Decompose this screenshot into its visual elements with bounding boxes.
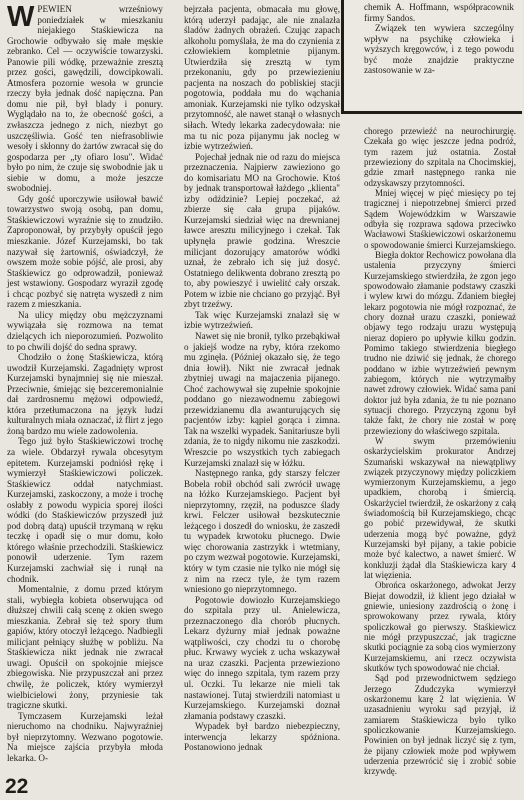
article-paragraph: Chodziło o żonę Staśkiewicza, którą uwodził Kurzejamski. Zagadnięty wprost Kurzejamski bynajmniej się nie mieszał. Przeciwnie, śmiejąc się bezceremonialnie dał zardrosnemu mężowi odpowiedź, która przetłumaczona na język ludzi kulturalnych miała oznaczać, iż flirt z jego żoną bardzo mu wiele zadowolenia. — [7, 352, 163, 436]
text-column-1 — [7, 1, 163, 763]
article-paragraph: Mniej więcej w pięć miesięcy po tej tragicznej i niepotrzebnej śmierci przed Sądem Wojewódzkim w Warszawie odbyła się rozprawa sądowa przeciwko Wacławowi Staśkiewiczowi oskarżonemu o spowodowanie śmierci Kurzejamskiego. — [364, 187, 516, 250]
text-column-2 — [184, 4, 340, 753]
text-column-3 — [364, 126, 516, 777]
article-paragraph: Momentalnie, z domu przed którym stali, wybiegła kobieta obserwująca od dłuższej chwili całą scenę z okien swego mieszkania. Zebrał się też spory tłum gapiów, który otoczył leżącego. Nadbiegli milicjant pełniący służbę w pobliżu. Na Staśkiewicza nikt jednak nie zwracał uwagi. Opuścił on spokojnie miejsce zbiegowiska. Nie przypuszczał ani przez chwilę, że policzek, który wymierzył wielbicielowi żony, przyniesie tak tragiczne skutki. — [7, 584, 163, 711]
article-paragraph: Gdy gość uporczywie usiłował bawić towarzystwo swoją osobą, pan domu, Staśkiewiczowi wyraźnie się to znudziło. Zaproponował, by przybyły opuścił jego mieszkanie. Józef Kurzejamski, bo tak nazywał się żartowniś, oświadczył, że owszem może sobie pójść, ale prosi, aby Staśkiewicz go odprowadził, ponieważ jest wstawiony. Gospodarz wyraził zgodę i chcąc pozbyć się natręta wyszedł z nim razem z mieszkania. — [7, 193, 163, 310]
article-paragraph: Pogotowie dowiozło Kurzejamskiego do szpitala przy ul. Anielewicza, przeznaczonego dla chorób płucnych. Lekarz dyżurny miał jednak poważne wątpliwości, czy chodzi tu o chorobę płuc. Krwawy wyciek z ucha wskazywał na uraz czaszki. Pacjenta przewieziono więc do innego szpitala, tym razem przy ul. Oczki. Tu lekarze nie mieli tak nastawionej. Tutaj stwierdzili natomiast u Kurzejamskiego. Kurzejamski doznał złamania podstawy czaszki. — [184, 594, 340, 721]
article-paragraph: Biegła doktor Rechowicz powołana dla ustalenia przyczyny śmierci Kurzejamskiego stwierdziła, że zgon jego spowodowało złamanie podstawy czaszki i wylew krwi do mózgu. Zdaniem biegłej lekarz pogotowia nie mógł rozpoznać, że chory doznał urazu czaszki, ponieważ objawy tego rodzaju urazu występują nieraz dopiero po upływie kilku godzin. Pomimo takiego stwierdzenia biegłego trudno nie dziwić się jednak, że chorego poddano w izbie wytrzeźwień pewnym zabiegom, których nie wytrzymałby nawet zdrowy człowiek. Widać sama pani doktor już była zdania, że tu nie poznano sytuacji chorego. Przyczyną zgonu był także fakt, że chory nie został w porę przewieziony do właściwego szpitala. — [364, 249, 516, 436]
article-paragraph: Tak więc Kurzejamski znalazł się w izbie wytrzeźwień. — [184, 309, 340, 331]
article-paragraph: Tymczasem Kurzejamski leżał nieruchomo na chodniku. Najwyraźniej był nieprzytomny. Wezwano pogotowie. Na miejsce zajścia przybyła młoda lekarka. O- — [7, 710, 163, 763]
article-paragraph: bejrzała pacjenta, obmacała mu głowę, którą uderzył padając, ale nie znalazła śladów żadnych obrażeń. Czując zapach alkoholu pomyślała, że ma do czynienia z człowiekiem kompletnie pijanym. Utwierdziła się zresztą w tym przekonaniu, gdy po przewiezieniu pacjenta na noszach do pobliskiej stacji pogotowia, poddała mu do wąchania amoniak. Kurzejamski nie tylko odzyskał przytomność, ale nawet stanął o własnych siłach. Wtedy lekarka zadecydowała: nie ma tu nic poza pijanymu jak nocleg w izbie wytrzeźwień. — [184, 4, 340, 152]
article-paragraph: Na ulicy między obu mężczyznami wywiązała się rozmowa na temat dzielących ich nieporozumień. Pozwolito to po chwili dojść do sedna sprawy. — [7, 309, 163, 352]
drop-cap: W — [7, 1, 35, 33]
boxed-sidebar-snippet — [341, 0, 522, 114]
sidebar-text — [364, 2, 514, 76]
article-paragraph: Nawet się nie bronił, tylko przebąkiwał o jakiejś wodze na ryby, która rzekomo mu zginęła. (Później okazało się, że tego dnia łowił). Nikt nie zwracał jednak zbytniej uwagi na majaczenia pijanego. Choć zachowywał się zupełnie spokojnie poddano go niezawodnemu zabiegowi przewidzianemu dla awanturujących się pacjentów izby: kąpiel gorąca i zimna. Tak na wszelki wypadek. Sanitariusze byli zdania, że to nigdy nikomu nie zaszkodzi. Wreszcie po wszystkich tych zabiegach Kurzejamski znalazł się w łóżku. — [184, 330, 340, 468]
article-paragraph: Obrońca oskarżonego, adwokat Jerzy Biejat dowodził, iż klient jego działał w gniewie, uniesiony zazdrością o żonę i sprowokowany przez rywala, który spoliczkował go pierwszy. Staśkiewicz nie mógł przypuszczać, jak tragiczne skutki pociągnie za sobą cios wymierzony Kurzejamskiemu, ani rzecz oczywista skutków tych spowodować nie chciał. — [364, 580, 516, 674]
article-paragraph: Tego już było Staśkiewiczowi trochę za wiele. Obdarzył rywala obcesytym epitetem. Kurzejamski podniósł rękę i wymierzył Staśkiewiczowi policzek. Staśkiewicz oddał natychmiast. Kurzejamski, zaskoczony, a może i trochę osłabły z powodu wypicia sporej ilości wódki (do Staśkiewiczów przyszedł już pod dobrą datą) upuścił trzymaną w ręku teczkę i opadł się o mur domu, koło którego właśnie przechodzili. Staśkiewicz ponowił uderzenie. Tym razem Kurzejamski zachwiał się i runął na chodnik. — [7, 436, 163, 584]
sidebar-paragraph: chemik A. Hoffmann, współpracownik firmy Sandos. — [364, 2, 514, 23]
article-paragraph: chorego przewieźć na neurochirurgię. Czekała go więc jeszcze jedna podróż, tym razem już ostatnia. Został przewieziony do szpitala na Chocimskiej, gdzie zmarł następnego ranka nie odzyskawszy przytomności. — [364, 126, 516, 188]
article-paragraph: Następnego ranka, gdy starszy felczer Bobela robił obchód sali zwrócił uwagę na łóżko Kurzejamskiego. Pacjent był nieprzytomny, rzęził, na poduszce ślady krwi. Felczer usiłował bezskutecznie leżącego i doszedł do wniosku, że zaszedł tu wypadek krwotoku płucnego. Dwie więc chorowania zastrzykk i wtetmiany, po czym wezwał pogotowie. Kurzejamski, który w tym czasie nie tylko nie mógł się z nim na rzecz tyle, że tym razem wniesiono go nieprzytomnego. — [184, 468, 340, 595]
article-paragraph: Wypadek był bardzo niebezpieczny, interwencja lekarzy spóźniona. Postanowiono jednak — [184, 721, 340, 753]
lead-paragraph-text: PEWIEN wrześniowy poniedziałek w mieszkaniu niejakiego Staśkiewicza na Grochowie odbywało się małe męskie zebranko. Cel — oczywiście towarzyski. Panowie pili wódkę, przeważnie zresztą przez gości, gawędzili, dowcipkowali. Atmosfera pozornie wesoła w gruncie rzeczy była jednak dość napięczna. Pan domu nie pił, był blady i ponury. Wyglądało na to, że obecność gości, a zwłaszcza jednego z nich, niezbyt go uszczęśliwia. Gość ten niefrasobliwie wesoły i skłonny do żartów zwracał się do gospodarza per „ty ofiaro losu". Widać było po nim, że czuje się swobodnie jak u siebie w domu, a może jeszcze swobodniej. — [7, 4, 163, 194]
page-number: 22 — [5, 775, 29, 798]
article-paragraph: W swym przemówieniu oskarżycielskim prokurator Andrzej Szumański wskazywał na niewątpliwy związek przyczynowy między policzkiem wymierzonym Kurzejamskiemu, a jego upadkiem, chorobą i śmiercią. Oskarżyciel twierdził, że oskarżony z całą świadomością bił Kurzejamskiego, chcąc go pobić przewidywał, że skutki uderzenia mogą być poważne, gdyż Kurzejamski był pijany, a takie pobicie może być kalectwo, a nawet śmierć. W konkluzji żądał dla Staśkiewicza kary 4 lat więzienia. — [364, 435, 516, 581]
article-paragraph: Sąd pod przewodnictwem sędziego Jerzego Zdudczyka wymierzył oskarżonemu karę 2 lat więzienia. W uzasadnieniu wyroku sąd przyjął, iż zamiarem Staśkiewicza było tylko spoliczkowanie Kurzejamskiego. Powinien on był jednak liczyć się z tym, że pijany człowiek może pod wpływem uderzenia przewrócić się i zrobić sobie krzywdę. — [364, 673, 516, 777]
article-paragraph: Pojechał jednak nie od razu do miejsca przeznaczenia. Najpierw zawieziono go do komisariatu MO na Grochowie. Ktoś by jednak transportował łażdego „klienta" izby odździnie? Lepiej poczekać, aż zbierze się cała grupa pijaków. Kurzejamski siedział więc na drewnianej ławce aresztu milicyjnego i czekał. Tak upłynęła prawie godzina. Wreszcie milicjant dozorujący amatorów wódki uznał, że zebrało ich się już dosyć. Ostatniego delikwenta dobrano zresztą po to, aby powieszyć i uwielitć cały orszak. Potem w izbie nie chciano go przyjąć. Był zbyt trzeźwy. — [184, 151, 340, 310]
sidebar-paragraph: Związek ten wywiera szczególny wpływ na psychikę człowieka i wyższych kręgowców, i z tego powodu być może znajdzie praktyczne zastosowanie w za- — [364, 23, 514, 76]
article-paragraph — [7, 1, 163, 194]
